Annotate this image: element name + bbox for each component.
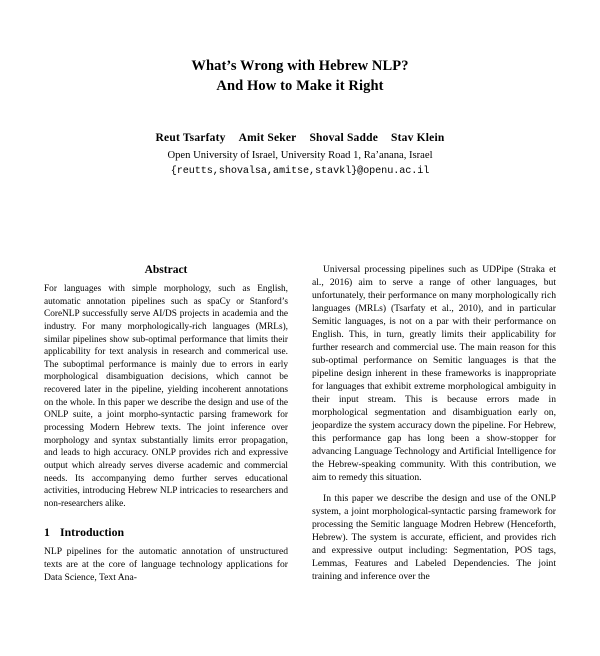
- section-1-heading: [44, 525, 288, 540]
- abstract-heading: Abstract: [144, 264, 188, 276]
- right-paragraph-2: In this paper we describe the design and use of the ONLP system, a joint morphological-syntactic parsing framework for processing the Semitic language Modren Hebrew (Henceforth, Hebrew). The system is accurate, efficient, and provides rich and expressive output including: Segmentation, POS tags, Lemmas, Features and Labeled Dependencies. The joint training and inference over the: [312, 492, 556, 582]
- affiliation: Open University of Israel, University Road 1, Ra’anana, Israel: [167, 150, 433, 161]
- paper-title-line-2: And How to Make it Right: [216, 78, 384, 94]
- title-block: [0, 56, 600, 96]
- author-1: Reut Tsarfaty: [155, 132, 226, 144]
- contact-email: {reutts,shovalsa,amitse,stavkl}@openu.ac.il: [170, 166, 430, 178]
- author-list: [0, 132, 600, 144]
- section-1-paragraph-1: NLP pipelines for the automatic annotation of unstructured texts are at the core of language technology applications for Data Science, Text Ana-: [44, 545, 288, 583]
- author-3: Shoval Sadde: [309, 132, 379, 144]
- left-column: [44, 264, 288, 592]
- two-column-body: [44, 264, 556, 592]
- author-4: Stav Klein: [391, 132, 445, 144]
- right-column: [312, 264, 556, 592]
- author-2: Amit Seker: [238, 132, 297, 144]
- paper-page: [0, 56, 600, 656]
- right-paragraph-1: Universal processing pipelines such as UDPipe (Straka et al., 2016) aim to serve a range of other languages, but unfortunately, their performance on many morphologically rich languages (MRLs) (Tsarfaty et al., 2010), and in particular Semitic languages, is not on a par with their performance on English. This, in turn, greatly limits their applicability for further research and commercial use. The main reason for this sub-optimal performance on Semitic languages is that the pipeline design inherent in these frameworks is inappropriate for languages that exhibit extreme morphological ambiguity in their input stream. This is because errors made in morphological segmentation and disambiguation early on, jeopardize the system accuracy down the pipeline. For Hebrew, this performance gap has long been a show-stopper for advancing Language Technology and Artificial Intelligence for the Hebrew-speaking community. With this contribution, we aim to remedy this situation.: [312, 264, 556, 483]
- paper-title-line-1: What’s Wrong with Hebrew NLP?: [191, 58, 409, 74]
- section-1-title: Introduction: [60, 524, 125, 539]
- section-1-number: 1: [44, 524, 50, 539]
- abstract-paragraph: For languages with simple morphology, such as English, automatic annotation pipelines such as spaCy or Stanford’s CoreNLP successfully serve AI/DS projects in academia and the industry. For many morphologically-rich languages (MRLs), similar pipelines show sub-optimal performance that limits their applicability for text analysis in research and commerical use. The suboptimal performance is mainly due to errors in early morphological disambiguation decisions, which cannot be recovered later in the pipeline, yielding incoherent annotations on the whole. In this paper we describe the design and use of the ONLP suite, a joint morpho-syntactic parsing framework for processing Modern Hebrew texts. The joint inference over morphology and syntax substantially limits error propagation, and leads to high accuracy. ONLP provides rich and expressive output which already serves diverse academic and commercial needs. Its accompanying demo further serves educational activities, introducing Hebrew NLP intricacies to researchers and non-researchers alike.: [44, 284, 288, 509]
